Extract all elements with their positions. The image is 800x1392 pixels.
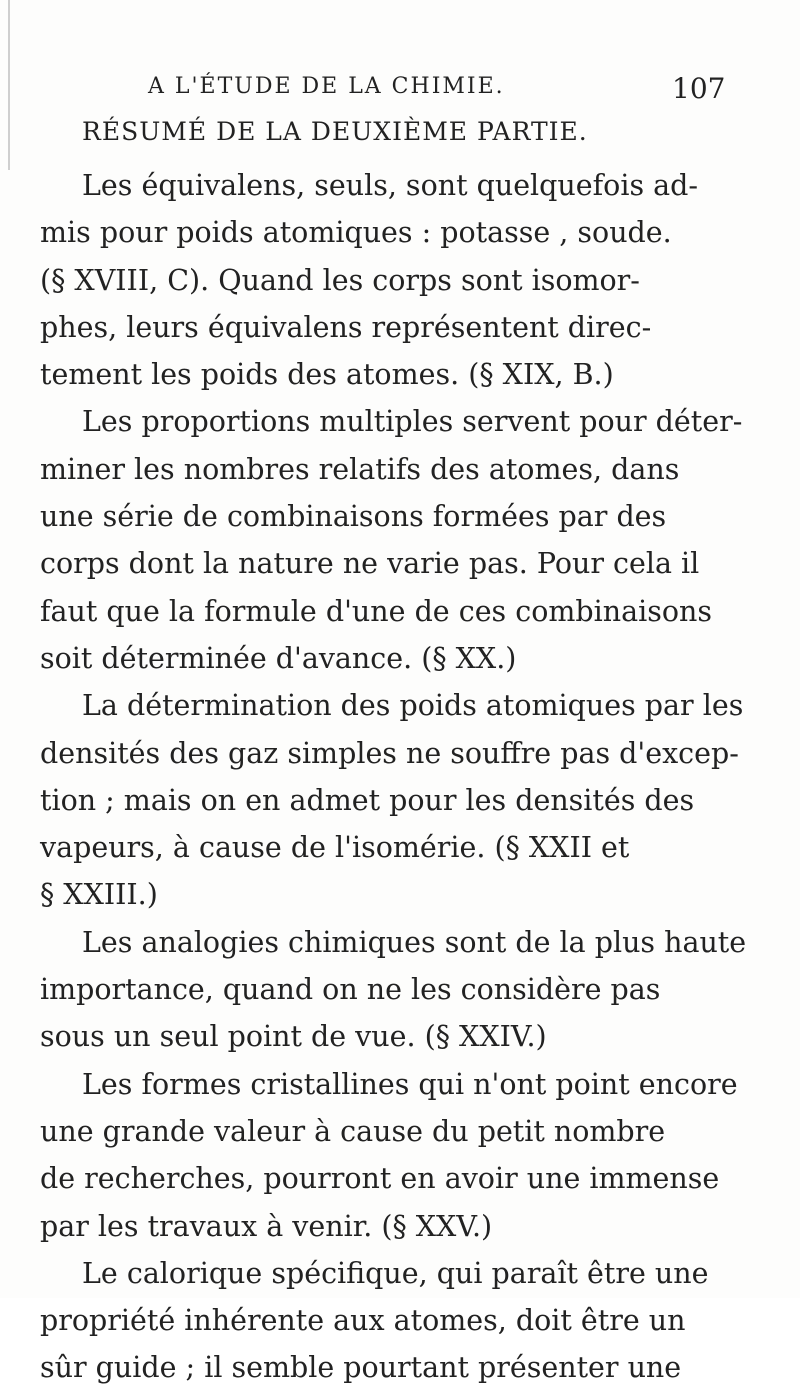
running-head: A L'ÉTUDE DE LA CHIMIE. — [148, 74, 505, 99]
text-line: phes, leurs équivalens représentent direc- — [40, 310, 652, 344]
text-line: faut que la formule d'une de ces combinaisons — [40, 594, 712, 628]
body-text — [40, 162, 747, 1392]
text-line: propriété inhérente aux atomes, doit être un — [40, 1304, 686, 1338]
section-title: RÉSUMÉ DE LA DEUXIÈME PARTIE. — [82, 117, 588, 146]
text-line: de recherches, pourront en avoir une immense — [40, 1162, 720, 1196]
text-line: une grande valeur à cause du petit nombre — [40, 1114, 666, 1148]
text-line: (§ XVIII, C). Quand les corps sont isomor- — [40, 263, 640, 297]
text-line: tion ; mais on en admet pour les densités des — [40, 783, 695, 817]
text-line: Les formes cristallines qui n'ont point encore — [82, 1067, 738, 1101]
text-line: corps dont la nature ne varie pas. Pour cela il — [40, 547, 700, 581]
text-line: sûr guide ; il semble pourtant présenter une — [40, 1351, 682, 1385]
text-line: Les équivalens, seuls, sont quelquefois ad- — [82, 169, 699, 202]
text-line: densités des gaz simples ne souffre pas d'excep- — [40, 736, 739, 770]
page-header — [0, 74, 800, 108]
page-number: 107 — [672, 72, 726, 105]
text-line: par les travaux à venir. (§ XXV.) — [40, 1209, 493, 1243]
text-line: une série de combinaisons formées par des — [40, 500, 667, 534]
text-line: vapeurs, à cause de l'isomérie. (§ XXII et — [40, 831, 630, 865]
text-line: importance, quand on ne les considère pas — [40, 973, 661, 1007]
text-line: Les proportions multiples servent pour déter- — [82, 405, 743, 439]
text-line: Le calorique spécifique, qui paraît être une — [82, 1256, 709, 1290]
text-line: Les analogies chimiques sont de la plus haute — [82, 925, 747, 959]
text-line: § XXIII.) — [40, 878, 158, 912]
text-line: miner les nombres relatifs des atomes, dans — [40, 452, 680, 486]
text-line: tement les poids des atomes. (§ XIX, B.) — [40, 358, 614, 392]
text-line: mis pour poids atomiques : potasse , soude. — [40, 216, 672, 250]
text-line: La détermination des poids atomiques par les — [82, 689, 744, 723]
text-line: sous un seul point de vue. (§ XXIV.) — [40, 1020, 547, 1054]
text-line: soit déterminée d'avance. (§ XX.) — [40, 641, 517, 675]
